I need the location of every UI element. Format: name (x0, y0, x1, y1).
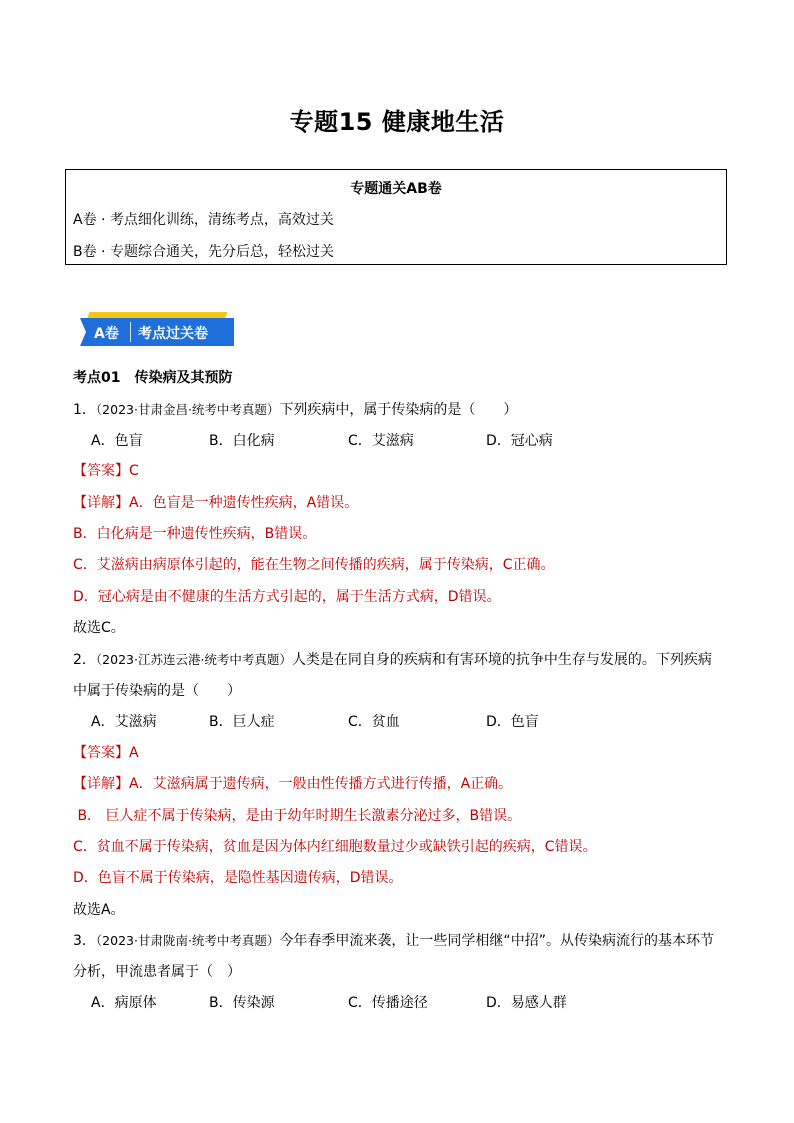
detail-line: B． 巨人症不属于传染病，是由于幼年时期生长激素分泌过多，B错误。 (73, 808, 522, 824)
question-3 (73, 930, 714, 950)
option-c: C．传播途径 (348, 995, 428, 1011)
section-banner (80, 312, 234, 346)
conclusion: 故选C。 (73, 620, 125, 636)
option-b: B．传染源 (209, 995, 275, 1011)
option-b: B．白化病 (209, 433, 275, 449)
question-stem: 今年春季甲流来袭，让一些同学相继“中招”。从传染病流行的基本环节 (279, 933, 714, 949)
banner-divider (130, 322, 131, 342)
intro-line-b: B卷 · 专题综合通关，先分后总，轻松过关 (73, 244, 334, 260)
answer-label: 【答案】 (73, 463, 129, 479)
detail-line (73, 492, 358, 512)
page-title: 专题15 健康地生活 (289, 108, 505, 136)
question-stem-cont: 分析，甲流患者属于（ ） (73, 964, 241, 980)
question-stem-cont: 中属于传染病的是（ ） (73, 683, 241, 699)
option-a: A．病原体 (91, 995, 157, 1011)
detail-line: D．冠心病是由不健康的生活方式引起的，属于生活方式病，D错误。 (73, 589, 501, 605)
question-source: （2023·甘肃陇南·统考中考真题） (95, 933, 280, 948)
intro-box-heading: 专题通关AB卷 (350, 181, 442, 197)
answer-value: C (129, 463, 139, 479)
banner-right-label: 考点过关卷 (138, 326, 208, 342)
detail-text: A．色盲是一种遗传性疾病，A错误。 (129, 495, 359, 511)
question-number: 1． (73, 402, 96, 418)
question-1 (73, 399, 517, 419)
option-d: D．冠心病 (486, 433, 553, 449)
option-c: C．贫血 (348, 714, 400, 730)
option-b: B．巨人症 (209, 714, 275, 730)
intro-line-a: A卷 · 考点细化训练，清练考点，高效过关 (73, 212, 334, 228)
answer-line (73, 460, 139, 480)
banner-left-label: A卷 (94, 326, 119, 342)
detail-label: 【详解】 (73, 776, 129, 792)
detail-line: C．艾滋病由病原体引起的，能在生物之间传播的疾病，属于传染病，C正确。 (73, 557, 555, 573)
option-c: C．艾滋病 (348, 433, 414, 449)
option-d: D．色盲 (486, 714, 539, 730)
answer-label: 【答案】 (73, 745, 129, 761)
question-stem: 下列疾病中，属于传染病的是（ ） (279, 402, 518, 418)
question-number: 2． (73, 652, 96, 668)
question-stem: 人类是在同自身的疾病和有害环境的抗争中生存与发展的。下列疾病 (291, 652, 712, 668)
option-a: A．艾滋病 (91, 714, 157, 730)
detail-line: C．贫血不属于传染病，贫血是因为体内红细胞数量过少或缺铁引起的疾病，C错误。 (73, 839, 597, 855)
answer-line (73, 742, 139, 762)
detail-line (73, 773, 512, 793)
question-source: （2023·甘肃金昌·统考中考真题） (95, 402, 280, 417)
question-source: （2023·江苏连云港·统考中考真题） (95, 652, 292, 667)
detail-text: A．艾滋病属于遗传病，一般由性传播方式进行传播，A正确。 (129, 776, 513, 792)
detail-line: B．白化病是一种遗传性疾病，B错误。 (73, 526, 317, 542)
intro-box (65, 169, 727, 265)
question-number: 3． (73, 933, 96, 949)
section-heading: 考点01 传染病及其预防 (73, 370, 233, 386)
question-2 (73, 649, 712, 669)
answer-value: A (129, 745, 139, 761)
option-d: D．易感人群 (486, 995, 567, 1011)
conclusion: 故选A。 (73, 902, 125, 918)
detail-line: D．色盲不属于传染病，是隐性基因遗传病，D错误。 (73, 870, 403, 886)
option-a: A．色盲 (91, 433, 143, 449)
detail-label: 【详解】 (73, 495, 129, 511)
